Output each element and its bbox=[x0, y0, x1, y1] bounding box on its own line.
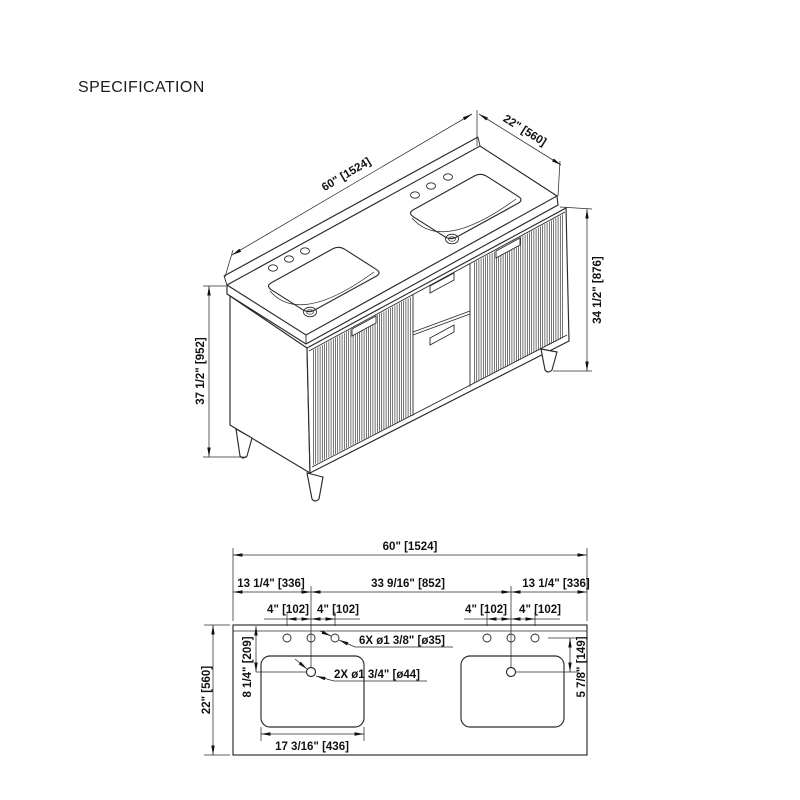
right-sink-cutout bbox=[461, 656, 564, 727]
plan-total-width-label: 60" [1524] bbox=[382, 541, 438, 553]
iso-width-label: 60" [1524] bbox=[319, 155, 374, 194]
left-sink-cutout bbox=[261, 656, 364, 727]
plan-depth-label: 22" [560] bbox=[201, 665, 214, 715]
plan-right-offset-label: 13 1/4" [336] bbox=[522, 578, 590, 590]
isometric-view bbox=[195, 110, 604, 501]
plan-drain-note-label: 2X ø1 3/4" [ø44] bbox=[334, 669, 420, 681]
iso-depth-label: 22" [560] bbox=[500, 112, 549, 149]
plan-back-to-drain-label: 8 1/4" [209] bbox=[242, 636, 255, 698]
plan-faucet-note-label: 6X ø1 3/8" [ø35] bbox=[359, 635, 445, 647]
page-title: SPECIFICATION bbox=[78, 79, 205, 96]
plan-hole-spacing-label-2: 4" [102] bbox=[317, 604, 359, 616]
plan-view bbox=[201, 541, 590, 755]
plan-hole-spacing-label-3: 4" [102] bbox=[465, 604, 507, 616]
front-left-leg bbox=[307, 473, 323, 501]
plan-faucet-to-drain-label: 5 7/8" [149] bbox=[576, 636, 589, 698]
iso-cabinet-height-label: 34 1/2" [876] bbox=[592, 256, 605, 324]
plan-center-span-label: 33 9/16" [852] bbox=[371, 578, 445, 590]
plan-left-offset-label: 13 1/4" [336] bbox=[237, 578, 305, 590]
plan-hole-spacing-label-1: 4" [102] bbox=[267, 604, 309, 616]
plan-hole-spacing-label-4: 4" [102] bbox=[519, 604, 561, 616]
plan-sink-width-label: 17 3/16" [436] bbox=[275, 741, 349, 753]
front-right-leg bbox=[541, 349, 557, 372]
iso-overall-height-label: 37 1/2" [952] bbox=[195, 337, 208, 405]
